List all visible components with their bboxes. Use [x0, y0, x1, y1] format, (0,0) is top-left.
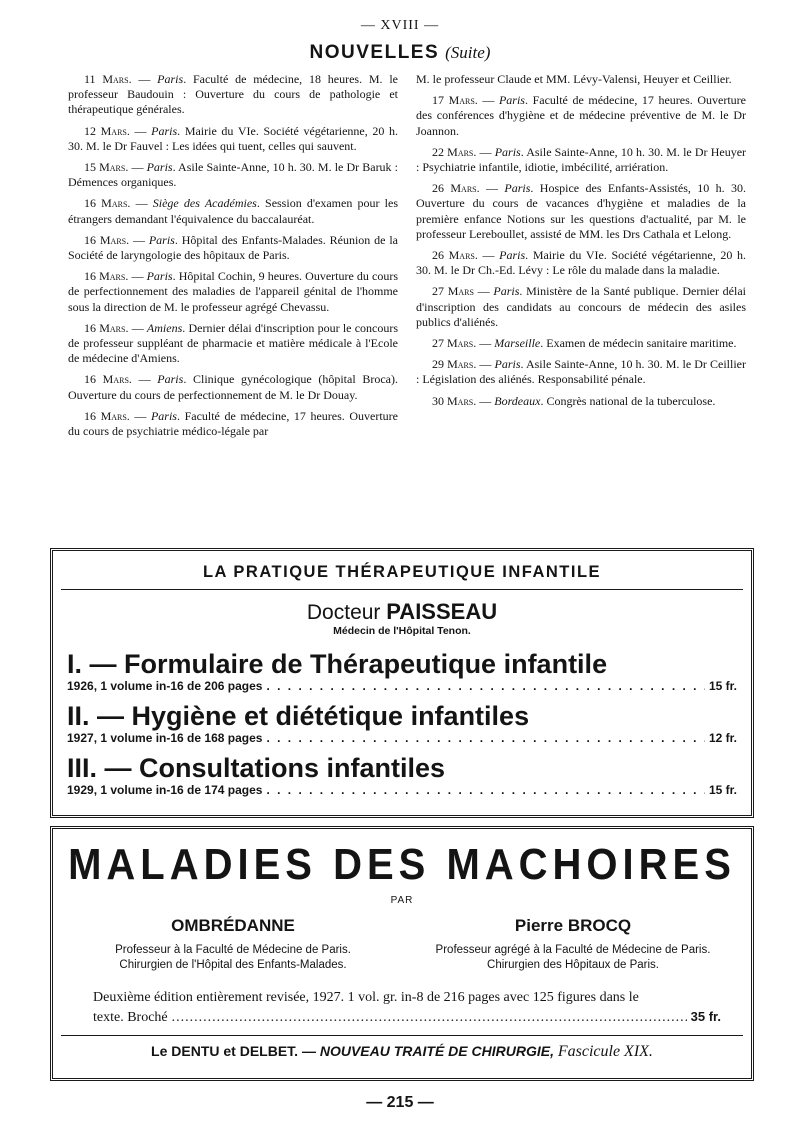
news-text: Faculté de médecine, 17 heures. Ouverture des conférences d'hygiène et de médecine préventive de M. le Dr Joannon.	[416, 93, 747, 138]
news-entry: 17 Mars. — Paris. Faculté de médecine, 17 heures. Ouverture des conférences d'hygiène et de médecine préventive de M. le Dr Joannon.	[416, 93, 747, 138]
author-prefix: Docteur	[306, 601, 381, 624]
news-place: Paris	[504, 181, 531, 196]
news-entry: 27 Mars. — Marseille. Examen de médecin sanitaire maritime.	[432, 336, 737, 351]
news-place: Siège des Académies	[152, 196, 257, 211]
news-entry: 16 Mars. — Paris. Clinique gynécologique (hôpital Broca). Ouverture du cours de perfectionnement de M. le Dr Douay.	[68, 372, 399, 402]
news-entry: 15 Mars. — Paris. Asile Sainte-Anne, 10 h. 30. M. le Dr Baruk : Démences organiques.	[68, 160, 399, 190]
news-text: Faculté de médecine, 18 heures. M. le professeur Baudouin : Ouverture du cours de pathologie et thérapeutique générales.	[68, 72, 398, 117]
news-date: 15 Mars.	[84, 160, 129, 175]
news-place: Paris	[146, 269, 173, 284]
book-author	[403, 915, 743, 973]
news-column-right	[416, 72, 746, 415]
volume-entry	[67, 753, 737, 797]
author-hospital: Chirurgien de l'Hôpital des Enfants-Malades.	[119, 959, 347, 971]
news-text: Hôpital Cochin, 9 heures. Ouverture du cours de perfectionnement des maladies de l'appareil génital de l'homme sous la direction de M. le professeur agrégé Chevassu.	[68, 269, 399, 314]
book-title: MALADIES DES MACHOIRES	[68, 841, 736, 889]
footer-fascicule: Fascicule XIX.	[557, 1043, 653, 1060]
news-text: Asile Sainte-Anne, 10 h. 30. M. le Dr Ceillier : Législation des aliénés. Responsabilité pénale.	[416, 357, 747, 387]
news-text: Session d'examen pour les étrangers demandant l'équivalence du baccalauréat.	[68, 196, 399, 226]
news-text: Dernier délai d'inscription pour le concours de professeur suppléant de pharmacie et matière médicale à l'Ecole de médecine d'Amiens.	[68, 320, 399, 366]
news-continuation: M. le professeur Claude et MM. Lévy-Valensi, Heuyer et Ceillier.	[416, 72, 732, 86]
volume-title: II. — Hygiène et diététique infantiles	[67, 701, 530, 731]
page-number: — 215 —	[366, 1094, 434, 1111]
news-date: 27 Mars	[432, 284, 474, 299]
section-name: NOUVELLES	[309, 42, 440, 63]
book-author	[63, 915, 403, 973]
volume-entry	[67, 649, 737, 693]
news-place: Paris	[150, 408, 177, 423]
page-roman-header: — XVIII —	[360, 18, 440, 33]
author-affiliation: Médecin de l'Hôpital Tenon.	[333, 625, 471, 637]
leader-dots	[172, 1010, 687, 1026]
news-date: 16 Mars.	[84, 232, 130, 247]
news-date: 16 Mars.	[84, 408, 130, 423]
news-entry: 16 Mars. — Paris. Faculté de médecine, 17 heures. Ouverture du cours de psychiatrie médico-légale par	[68, 408, 399, 439]
footer-authors: Le DENTU et DELBET. —	[151, 1043, 316, 1059]
by-label: PAR	[390, 895, 414, 906]
news-date: 26 Mars.	[432, 181, 480, 196]
news-place: Bordeaux	[494, 393, 541, 408]
news-date: 29 Mars.	[432, 357, 477, 372]
news-text: Asile Sainte-Anne, 10 h. 30. M. le Dr Baruk : Démences organiques.	[68, 160, 399, 190]
ad-author	[53, 599, 751, 625]
volume-price: 12 fr.	[708, 731, 737, 745]
news-text: Hospice des Enfants-Assistés, 10 h. 30. Ouverture du cours de vacances d'hygiène et maladies de la première enfance Notions sur les questions d'actualité, par M. le professeur Lereboullet, assisté de MM. les Drs Cathala et Lelong.	[416, 181, 747, 241]
news-place: Paris	[146, 160, 173, 175]
edition-info: Deuxième édition entièrement revisée, 1927. 1 vol. gr. in-8 de 216 pages avec 125 figures dans le	[93, 990, 639, 1005]
volume-price: 15 fr.	[708, 783, 737, 797]
author-name: OMBRÉDANNE	[171, 916, 295, 935]
leader-dots	[266, 679, 705, 693]
news-date: 11 Mars.	[84, 72, 132, 86]
news-entry: 16 Mars. — Paris. Hôpital Cochin, 9 heures. Ouverture du cours de perfectionnement des maladies de l'appareil génital de l'homme sous la direction de M. le professeur agrégé Chevassu.	[68, 269, 399, 314]
news-entry: 30 Mars. — Bordeaux. Congrès national de la tuberculose.	[432, 393, 716, 408]
news-date: 26 Mars.	[432, 248, 478, 263]
news-date: 16 Mars.	[84, 372, 132, 387]
news-entry: 22 Mars. — Paris. Asile Sainte-Anne, 10 h. 30. M. le Dr Heuyer : Psychiatrie infantile, idiotie, imbécilité, arriération.	[416, 144, 747, 175]
divider	[61, 1035, 743, 1036]
news-place: Paris	[148, 232, 175, 247]
news-text: Examen de médecin sanitaire maritime.	[546, 336, 737, 351]
news-place: Paris	[494, 144, 521, 159]
news-text: Mairie du VIe. Société végétarienne, 20 h. 30. M. le Dr Fauvel : Les idées qui tuent, celles qui sauvent.	[68, 123, 399, 153]
price-line	[93, 1009, 721, 1026]
author-title: Professeur à la Faculté de Médecine de Paris.	[115, 944, 351, 956]
volume-info: 1929, 1 volume in-16 de 174 pages	[67, 783, 263, 797]
volume-info-line	[67, 783, 737, 797]
volume-info: 1926, 1 volume in-16 de 206 pages	[67, 679, 263, 693]
news-entry: 16 Mars. — Siège des Académies. Session d'examen pour les étrangers demandant l'équivalence du baccalauréat.	[68, 196, 399, 226]
news-date: 16 Mars.	[84, 269, 129, 284]
news-entry: 12 Mars. — Paris. Mairie du VIe. Société végétarienne, 20 h. 30. M. le Dr Fauvel : Les idées qui tuent, celles qui sauvent.	[68, 123, 399, 153]
book-price: 35 fr.	[690, 1009, 721, 1024]
news-date: 12 Mars.	[84, 123, 130, 138]
news-text: Mairie du VIe. Société végétarienne, 20 h. 30. M. le Dr Ch.-Ed. Lévy : Le rôle du malade dans la maladie.	[416, 248, 747, 278]
advertisement-paisseau	[50, 548, 754, 818]
news-place: Paris	[157, 372, 184, 387]
section-suite: (Suite)	[445, 43, 491, 62]
news-place: Amiens	[146, 320, 183, 335]
news-entry: 11 Mars. — Paris. Faculté de médecine, 18 heures. M. le professeur Baudouin : Ouverture du cours de pathologie et thérapeutique générales.	[68, 72, 398, 117]
news-date: 17 Mars.	[432, 93, 478, 108]
volume-info-line	[67, 679, 737, 693]
author-title: Professeur agrégé à la Faculté de Médecine de Paris.	[435, 944, 711, 956]
advertisement-maladies-machoires	[50, 826, 754, 1081]
divider	[61, 589, 743, 590]
news-place: Paris	[151, 123, 178, 138]
volume-info-line	[67, 731, 737, 745]
news-date: 27 Mars.	[432, 336, 477, 351]
section-title	[0, 42, 800, 64]
news-entry: 26 Mars. — Paris. Mairie du VIe. Société végétarienne, 20 h. 30. M. le Dr Ch.-Ed. Lévy : Le rôle du malade dans la maladie.	[416, 248, 747, 278]
ad-series-title: LA PRATIQUE THÉRAPEUTIQUE INFANTILE	[202, 563, 602, 581]
volume-entry	[67, 701, 737, 745]
news-column-left	[68, 72, 398, 445]
news-entry: 16 Mars. — Paris. Hôpital des Enfants-Malades. Réunion de la Société de laryngologie des hôpitaux de Paris.	[68, 232, 399, 263]
news-entry: 29 Mars. — Paris. Asile Sainte-Anne, 10 h. 30. M. le Dr Ceillier : Législation des aliénés. Responsabilité pénale.	[416, 357, 747, 387]
leader-dots	[266, 731, 705, 745]
news-place: Paris	[498, 93, 525, 108]
news-entry: 26 Mars. — Paris. Hospice des Enfants-Assistés, 10 h. 30. Ouverture du cours de vacances d'hygiène et maladies de la première enfance Notions sur les questions d'actualité, par M. le professeur Lereboullet, assisté de MM. les Drs Cathala et Lelong.	[416, 181, 747, 241]
news-text: Clinique gynécologique (hôpital Broca). Ouverture du cours de perfectionnement de M. le Dr Douay.	[68, 372, 399, 402]
news-place: Paris	[499, 248, 526, 263]
news-text: Ministère de la Santé publique. Dernier délai d'inscription des candidats au concours de médecin des asiles publics d'aliénés.	[416, 284, 747, 329]
news-entry: 27 Mars — Paris. Ministère de la Santé publique. Dernier délai d'inscription des candidats au concours de médecin des asiles publics d'aliénés.	[416, 284, 747, 329]
volume-title: I. — Formulaire de Thérapeutique infantile	[67, 649, 608, 679]
news-text: Asile Sainte-Anne, 10 h. 30. M. le Dr Heuyer : Psychiatrie infantile, idiotie, imbécilité, arriération.	[416, 144, 747, 175]
volume-info: 1927, 1 volume in-16 de 168 pages	[67, 731, 263, 745]
news-date: 16 Mars.	[84, 196, 131, 211]
news-text: Faculté de médecine, 17 heures. Ouverture du cours de psychiatrie médico-légale par	[68, 408, 399, 439]
news-place: Marseille	[494, 336, 541, 351]
author-name: Pierre BROCQ	[514, 916, 632, 935]
news-text: Hôpital des Enfants-Malades. Réunion de la Société de laryngologie des hôpitaux de Paris.	[68, 232, 399, 263]
news-date: 22 Mars.	[432, 144, 477, 159]
footer-title: NOUVEAU TRAITÉ DE CHIRURGIE,	[319, 1043, 554, 1059]
volume-title: III. — Consultations infantiles	[67, 753, 446, 783]
news-place: Paris	[494, 357, 521, 372]
news-entry: 16 Mars. — Amiens. Dernier délai d'inscription pour le concours de professeur suppléant de pharmacie et matière médicale à l'Ecole de médecine d'Amiens.	[68, 320, 399, 366]
edition-end: texte. Broché	[93, 1010, 168, 1025]
news-text: Congrès national de la tuberculose.	[546, 393, 716, 408]
leader-dots	[266, 783, 705, 797]
news-date: 16 Mars.	[84, 320, 129, 335]
author-hospital: Chirurgien des Hôpitaux de Paris.	[487, 959, 659, 971]
news-place: Paris	[157, 72, 184, 86]
news-place: Paris	[493, 284, 520, 299]
volume-price: 15 fr.	[708, 679, 737, 693]
author-name: PAISSEAU	[386, 599, 498, 624]
series-footer	[53, 1043, 751, 1061]
news-date: 30 Mars.	[432, 393, 477, 408]
